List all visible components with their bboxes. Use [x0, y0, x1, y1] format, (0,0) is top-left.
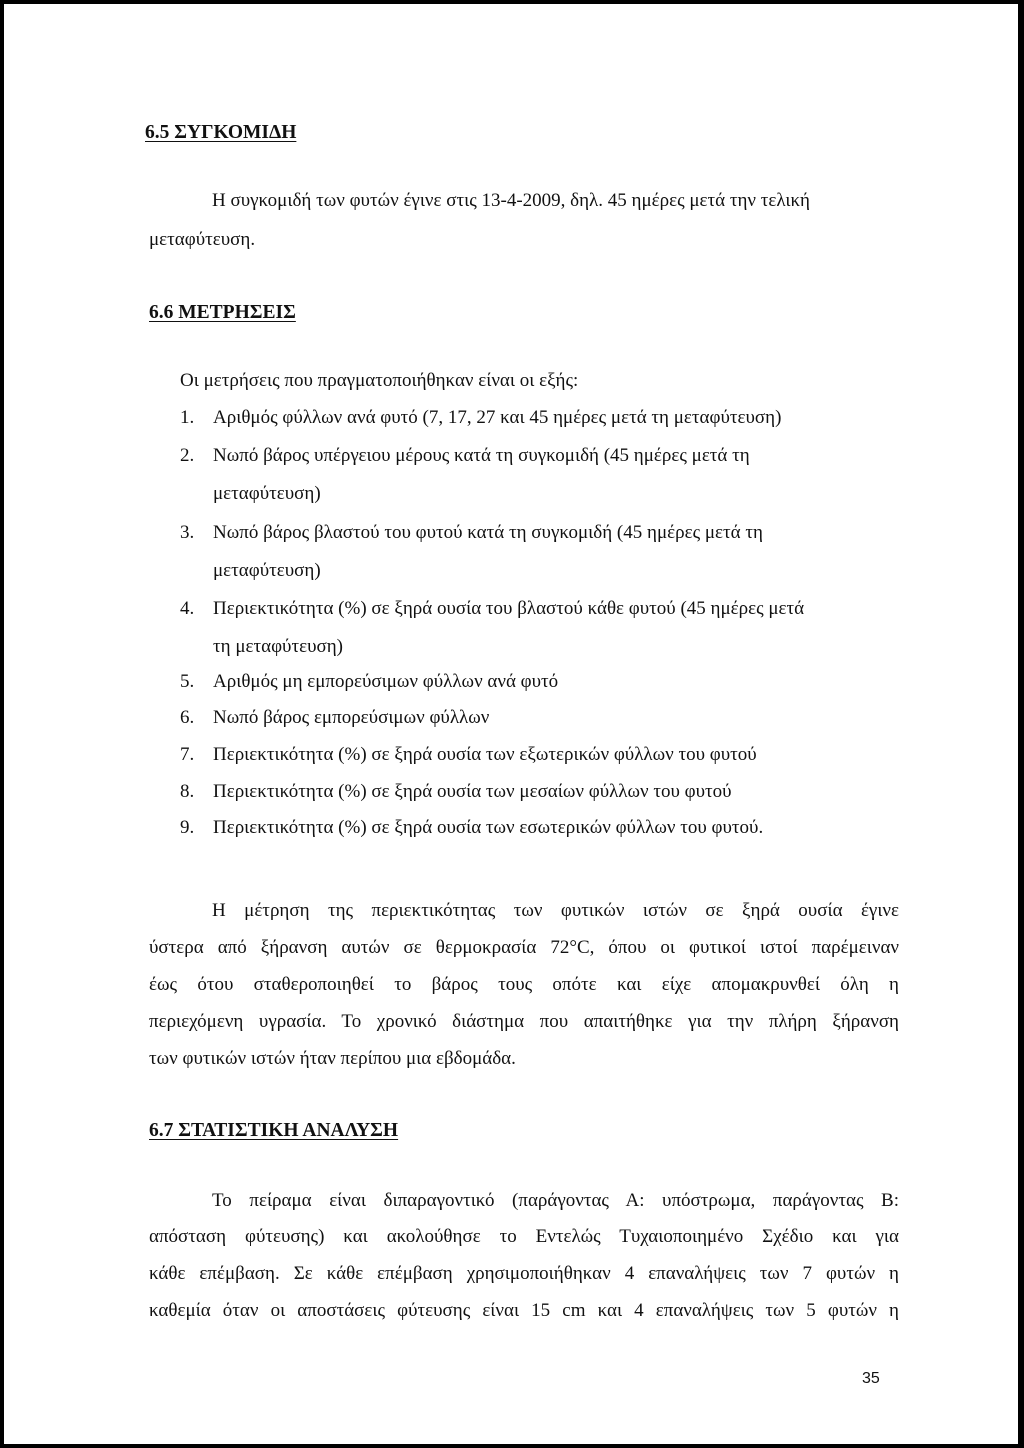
paragraph-line: περιεχόμενη υγρασία. Το χρονικό διάστημα που απαιτήθηκε για την πλήρη ξήρανση [149, 1011, 899, 1032]
section-heading-harvest: 6.5 ΣΥΓΚΟΜΙΔΗ [145, 122, 297, 143]
list-item [180, 671, 558, 693]
list-item-text: Αριθμός φύλλων ανά φυτό (7, 17, 27 και 45 ημέρες μετά τη μεταφύτευση) [213, 407, 782, 428]
list-item [180, 707, 489, 729]
list-item-continuation: τη μεταφύτευση) [213, 636, 343, 657]
list-item-number: 4. [180, 598, 195, 619]
list-item-number: 5. [180, 671, 195, 692]
measurements-intro: Οι μετρήσεις που πραγματοποιήθηκαν είναι οι εξής: [180, 370, 579, 391]
list-item-text: Νωπό βάρος υπέργειου μέρους κατά τη συγκομιδή (45 ημέρες μετά τη [213, 445, 750, 466]
section-heading-statistical-analysis: 6.7 ΣΤΑΤΙΣΤΙΚΗ ΑΝΑΛΥΣΗ [149, 1120, 399, 1141]
list-item-number: 2. [180, 445, 195, 466]
harvest-text-line-1: Η συγκομιδή των φυτών έγινε στις 13-4-2009, δηλ. 45 ημέρες μετά την τελική [212, 190, 810, 211]
list-item-number: 6. [180, 707, 195, 728]
list-item [180, 817, 763, 839]
list-item [180, 781, 732, 803]
paragraph-line: Η μέτρηση της περιεκτικότητας των φυτικών ιστών σε ξηρά ουσία έγινε [212, 900, 899, 921]
list-item-continuation: μεταφύτευση) [213, 483, 321, 504]
list-item [180, 522, 763, 544]
list-item [180, 407, 781, 429]
paragraph-line: καθεμία όταν οι αποστάσεις φύτευσης είναι 15 cm και 4 επαναλήψεις των 5 φυτών η [149, 1300, 899, 1321]
list-item [180, 598, 804, 620]
list-item-continuation: μεταφύτευση) [213, 560, 321, 581]
list-item-number: 9. [180, 817, 195, 838]
list-item-text: Περιεκτικότητα (%) σε ξηρά ουσία των εσωτερικών φύλλων του φυτού. [213, 817, 764, 838]
list-item [180, 445, 750, 467]
list-item-text: Νωπό βάρος βλαστού του φυτού κατά τη συγκομιδή (45 ημέρες μετά τη [213, 522, 763, 543]
list-item-text: Περιεκτικότητα (%) σε ξηρά ουσία του βλαστού κάθε φυτού (45 ημέρες μετά [213, 598, 805, 619]
list-item-number: 3. [180, 522, 195, 543]
list-item-number: 7. [180, 744, 195, 765]
paragraph-line: ύστερα από ξήρανση αυτών σε θερμοκρασία 72°C, όπου οι φυτικοί ιστοί παρέμειναν [149, 937, 899, 958]
document-page [4, 4, 1018, 1444]
section-heading-measurements: 6.6 ΜΕΤΡΗΣΕΙΣ [149, 302, 296, 323]
list-item-text: Νωπό βάρος εμπορεύσιμων φύλλων [213, 707, 490, 728]
list-item-number: 8. [180, 781, 195, 802]
list-item-text: Αριθμός μη εμπορεύσιμων φύλλων ανά φυτό [213, 671, 559, 692]
paragraph-line: κάθε επέμβαση. Σε κάθε επέμβαση χρησιμοποιήθηκαν 4 επαναλήψεις των 7 φυτών η [149, 1263, 899, 1284]
list-item [180, 744, 757, 766]
paragraph-line: των φυτικών ιστών ήταν περίπου μια εβδομάδα. [149, 1048, 516, 1069]
harvest-text-line-2: μεταφύτευση. [149, 229, 256, 250]
paragraph-line: Το πείραμα είναι διπαραγοντικό (παράγοντας Α: υπόστρωμα, παράγοντας Β: [212, 1190, 899, 1211]
paragraph-line: έως ότου σταθεροποιηθεί το βάρος τους οπότε και είχε απομακρυνθεί όλη η [149, 974, 899, 995]
page-number: 35 [862, 1370, 880, 1387]
list-item-text: Περιεκτικότητα (%) σε ξηρά ουσία των μεσαίων φύλλων του φυτού [213, 781, 732, 802]
paragraph-line: απόσταση φύτευσης) και ακολούθησε το Εντελώς Τυχαιοποιημένο Σχέδιο και για [149, 1226, 899, 1247]
list-item-text: Περιεκτικότητα (%) σε ξηρά ουσία των εξωτερικών φύλλων του φυτού [213, 744, 757, 765]
list-item-number: 1. [180, 407, 195, 428]
